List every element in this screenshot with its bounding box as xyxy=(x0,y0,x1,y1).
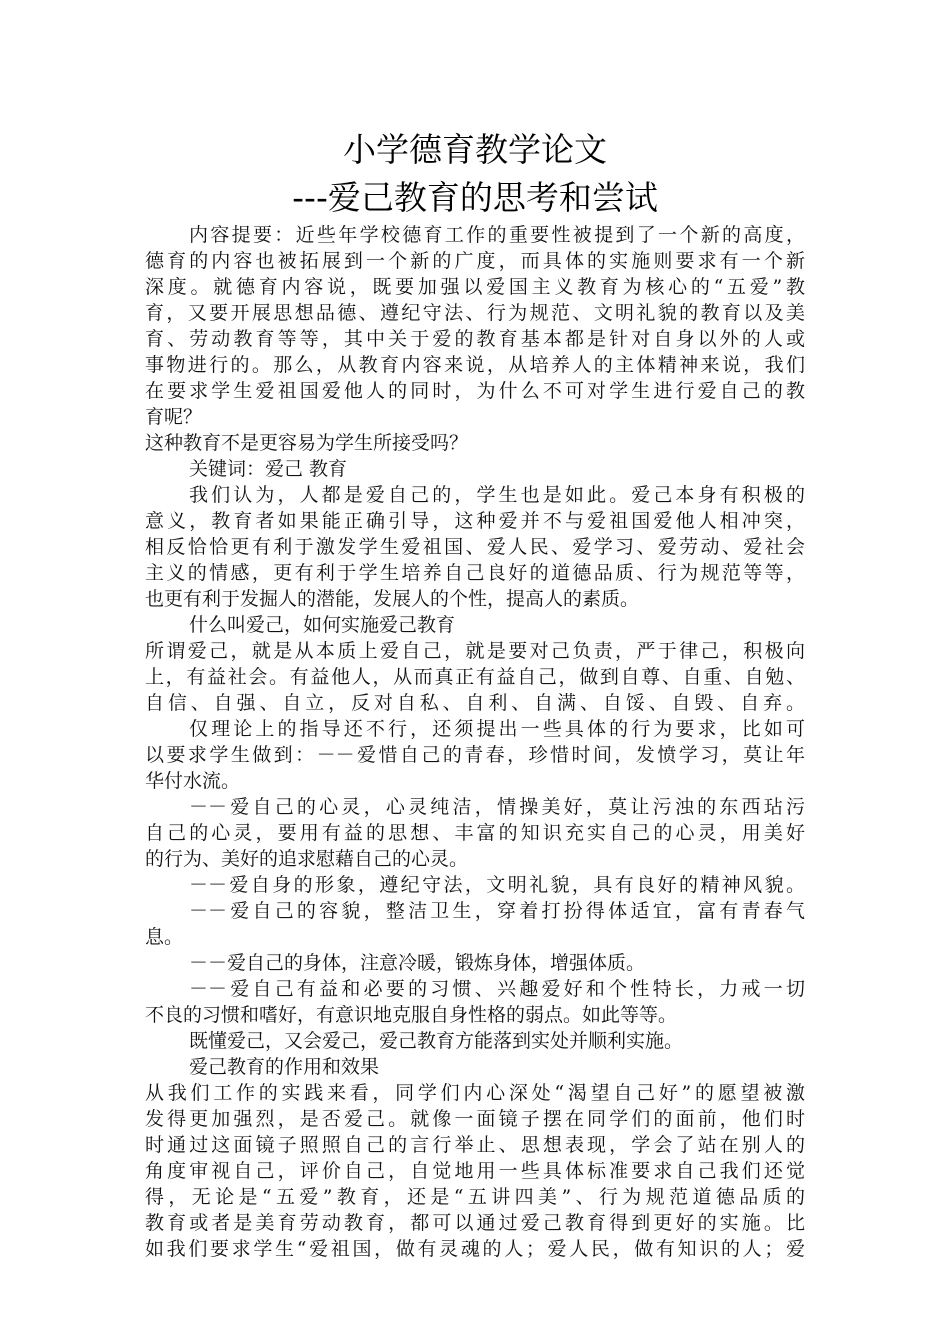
list-item-line: －－爱自己的身体，注意冷暖，锻炼身体，增强体质。 xyxy=(189,952,646,974)
list-item-line: 的行为、美好的追求慰藉自己的心灵。 xyxy=(145,848,469,870)
list-item-line: －－爱自己有益和必要的习惯、兴趣爱好和个性特长，力戒一切 xyxy=(189,978,805,1000)
paragraph-line: 如我们要求学生“爱祖国，做有灵魂的人；爱人民，做有知识的人；爱 xyxy=(145,1238,805,1260)
list-item-line: 不良的习惯和嗜好，有意识地克服自身性格的弱点。如此等等。 xyxy=(145,1004,678,1026)
paragraph-line: 教育或者是美育劳动教育，都可以通过爱己教育得到更好的实施。比 xyxy=(145,1212,805,1234)
paragraph-line: 育、劳动教育等等，其中关于爱的教育基本都是针对自身以外的人或 xyxy=(145,328,805,350)
keywords-line: 关键词：爱己 教育 xyxy=(189,458,348,480)
paragraph-line: 也更有利于发掘人的潜能，发展人的个性，提高人的素质。 xyxy=(145,588,640,610)
paragraph-line: 深度。就德育内容说，既要加强以爱国主义教育为核心的“五爱”教 xyxy=(145,276,805,298)
list-item-line: －－爱自己的心灵，心灵纯洁，情操美好，莫让污浊的东西玷污 xyxy=(189,796,805,818)
paragraph-line: 发得更加强烈，是否爱己。就像一面镜子摆在同学们的面前，他们时 xyxy=(145,1108,805,1130)
list-item-line: －－爱自己的容貌，整洁卫生，穿着打扮得体适宜，富有青春气 xyxy=(189,900,805,922)
list-item-line: 息。 xyxy=(145,926,184,948)
paragraph-line: 内容提要：近些年学校德育工作的重要性被提到了一个新的高度， xyxy=(189,224,805,246)
paragraph-line: 相反恰恰更有利于激发学生爱祖国、爱人民、爱学习、爱劳动、爱社会 xyxy=(145,536,805,558)
document-body xyxy=(145,222,805,1262)
paragraph-line: 上，有益社会。有益他人，从而真正有益自己，做到自尊、自重、自勉、 xyxy=(145,666,805,688)
document-title: 小学德育教学论文 xyxy=(343,130,607,169)
paragraph-line: 育呢？ xyxy=(145,406,203,428)
paragraph-line: 这种教育不是更容易为学生所接受吗？ xyxy=(145,432,469,454)
section-heading: 爱己教育的作用和效果 xyxy=(189,1056,380,1078)
paragraph-line: 德育的内容也被拓展到一个新的广度，而具体的实施则要求有一个新 xyxy=(145,250,805,272)
paragraph-line: 仅理论上的指导还不行，还须提出一些具体的行为要求，比如可 xyxy=(189,718,805,740)
paragraph-line: 事物进行的。那么，从教育内容来说，从培养人的主体精神来说，我们 xyxy=(145,354,805,376)
paragraph-line: 时通过这面镜子照照自己的言行举止、思想表现，学会了站在别人的 xyxy=(145,1134,805,1156)
paragraph-line: 我们认为，人都是爱自己的，学生也是如此。爱己本身有积极的 xyxy=(189,484,805,506)
paragraph-line: 华付水流。 xyxy=(145,770,241,792)
paragraph-line: 主义的情感，更有利于学生培养自己良好的道德品质、行为规范等等， xyxy=(145,562,805,584)
paragraph-line: 所谓爱己，就是从本质上爱自己，就是要对己负责，严于律己，积极向 xyxy=(145,640,805,662)
paragraph-line: 既懂爱己，又会爱己，爱己教育方能落到实处并顺利实施。 xyxy=(189,1030,684,1052)
list-item-line: 自己的心灵，要用有益的思想、丰富的知识充实自己的心灵，用美好 xyxy=(145,822,805,844)
paragraph-line: 角度审视自己，评价自己，自觉地用一些具体标准要求自己我们还觉 xyxy=(145,1160,805,1182)
paragraph-line: 意义，教育者如果能正确引导，这种爱并不与爱祖国爱他人相冲突， xyxy=(145,510,805,532)
section-heading: 什么叫爱己，如何实施爱己教育 xyxy=(189,614,456,636)
list-item-line: －－爱自身的形象，遵纪守法，文明礼貌，具有良好的精神风貌。 xyxy=(189,874,805,896)
paragraph-line: 以要求学生做到：－－爱惜自己的青春，珍惜时间，发愤学习，莫让年 xyxy=(145,744,805,766)
paragraph-line: 自信、自强、自立，反对自私、自利、自满、自馁、自毁、自弃。 xyxy=(145,692,805,714)
paragraph-line: 得，无论是“五爱”教育，还是“五讲四美”、行为规范道德品质的 xyxy=(145,1186,805,1208)
document-subtitle: ---爱己教育的思考和尝试 xyxy=(292,178,658,217)
paragraph-line: 从我们工作的实践来看，同学们内心深处“渴望自己好”的愿望被激 xyxy=(145,1082,805,1104)
paragraph-line: 育，又要开展思想品德、遵纪守法、行为规范、文明礼貌的教育以及美 xyxy=(145,302,805,324)
paragraph-line: 在要求学生爱祖国爱他人的同时，为什么不可对学生进行爱自己的教 xyxy=(145,380,805,402)
